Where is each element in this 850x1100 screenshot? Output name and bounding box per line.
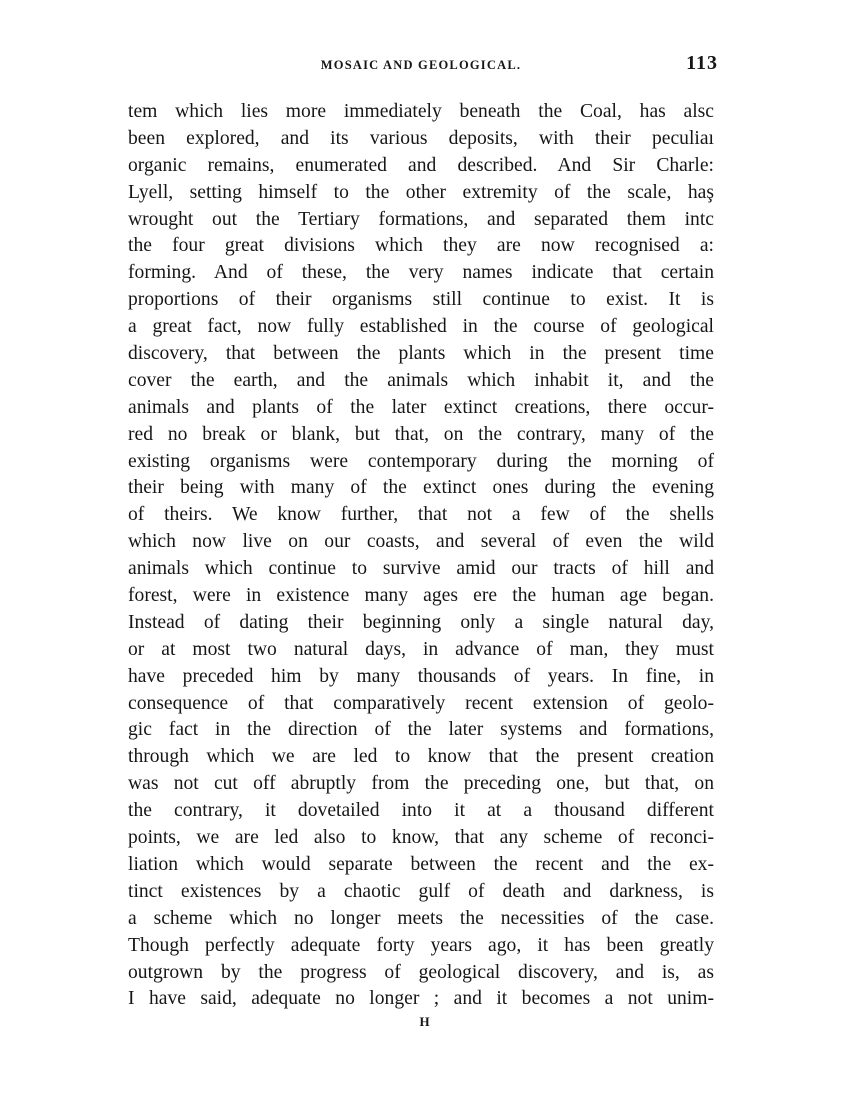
- text-line: consequence of that comparatively recent extension of geolo-: [128, 692, 714, 714]
- signature-mark: H: [419, 1014, 431, 1029]
- text-line: liation which would separate between the recent and the ex-: [128, 853, 714, 875]
- text-line: tinct existences by a chaotic gulf of death and darkness, is: [128, 880, 714, 902]
- text-line: a great fact, now fully established in the course of geological: [128, 316, 714, 338]
- text-line: organic remains, enumerated and described. And Sir Charle:: [128, 154, 714, 176]
- text-line: I have said, adequate no longer ; and it becomes a not unim-: [128, 988, 714, 1010]
- text-line: existing organisms were contemporary during the morning of: [128, 450, 714, 472]
- text-line: animals which continue to survive amid our tracts of hill and: [128, 558, 714, 580]
- text-line: a scheme which no longer meets the necessities of the case.: [128, 907, 714, 929]
- body-text: [128, 99, 714, 1013]
- text-line: forming. And of these, the very names indicate that certain: [128, 262, 714, 284]
- text-line: outgrown by the progress of geological discovery, and is, as: [128, 961, 714, 983]
- text-line: points, we are led also to know, that any scheme of reconci-: [128, 827, 714, 849]
- text-line: been explored, and its various deposits, with their peculiaı: [128, 127, 714, 149]
- text-line: animals and plants of the later extinct creations, there occur-: [128, 396, 714, 418]
- running-head: [128, 52, 718, 78]
- text-line: of theirs. We know further, that not a few of the shells: [128, 504, 714, 526]
- text-line: or at most two natural days, in advance of man, they must: [128, 638, 714, 660]
- text-line: the four great divisions which they are now recognised a:: [128, 235, 714, 257]
- text-line: discovery, that between the plants which in the present time: [128, 343, 714, 365]
- text-line: wrought out the Tertiary formations, and separated them intc: [128, 208, 714, 230]
- text-line: the contrary, it dovetailed into it at a thousand different: [128, 800, 714, 822]
- text-line: through which we are led to know that the present creation: [128, 746, 714, 768]
- running-title: MOSAIC AND GEOLOGICAL.: [320, 58, 522, 72]
- text-line: tem which lies more immediately beneath the Coal, has alsc: [128, 101, 714, 122]
- text-line: Instead of dating their beginning only a single natural day,: [128, 611, 714, 633]
- text-line: Though perfectly adequate forty years ago, it has been greatly: [128, 934, 714, 956]
- page-number: 113: [686, 52, 718, 74]
- text-line: which now live on our coasts, and several of even the wild: [128, 531, 714, 553]
- text-line: gic fact in the direction of the later systems and formations,: [128, 719, 714, 741]
- text-line: cover the earth, and the animals which inhabit it, and the: [128, 369, 714, 391]
- text-line: Lyell, setting himself to the other extremity of the scale, haş: [128, 181, 714, 203]
- text-line: red no break or blank, but that, on the contrary, many of the: [128, 423, 714, 445]
- text-line: was not cut off abruptly from the preceding one, but that, on: [128, 773, 714, 795]
- text-line: proportions of their organisms still continue to exist. It is: [128, 289, 714, 311]
- text-line: forest, were in existence many ages ere the human age began.: [128, 585, 714, 607]
- text-line: have preceded him by many thousands of years. In fine, in: [128, 665, 714, 687]
- text-line: their being with many of the extinct ones during the evening: [128, 477, 714, 499]
